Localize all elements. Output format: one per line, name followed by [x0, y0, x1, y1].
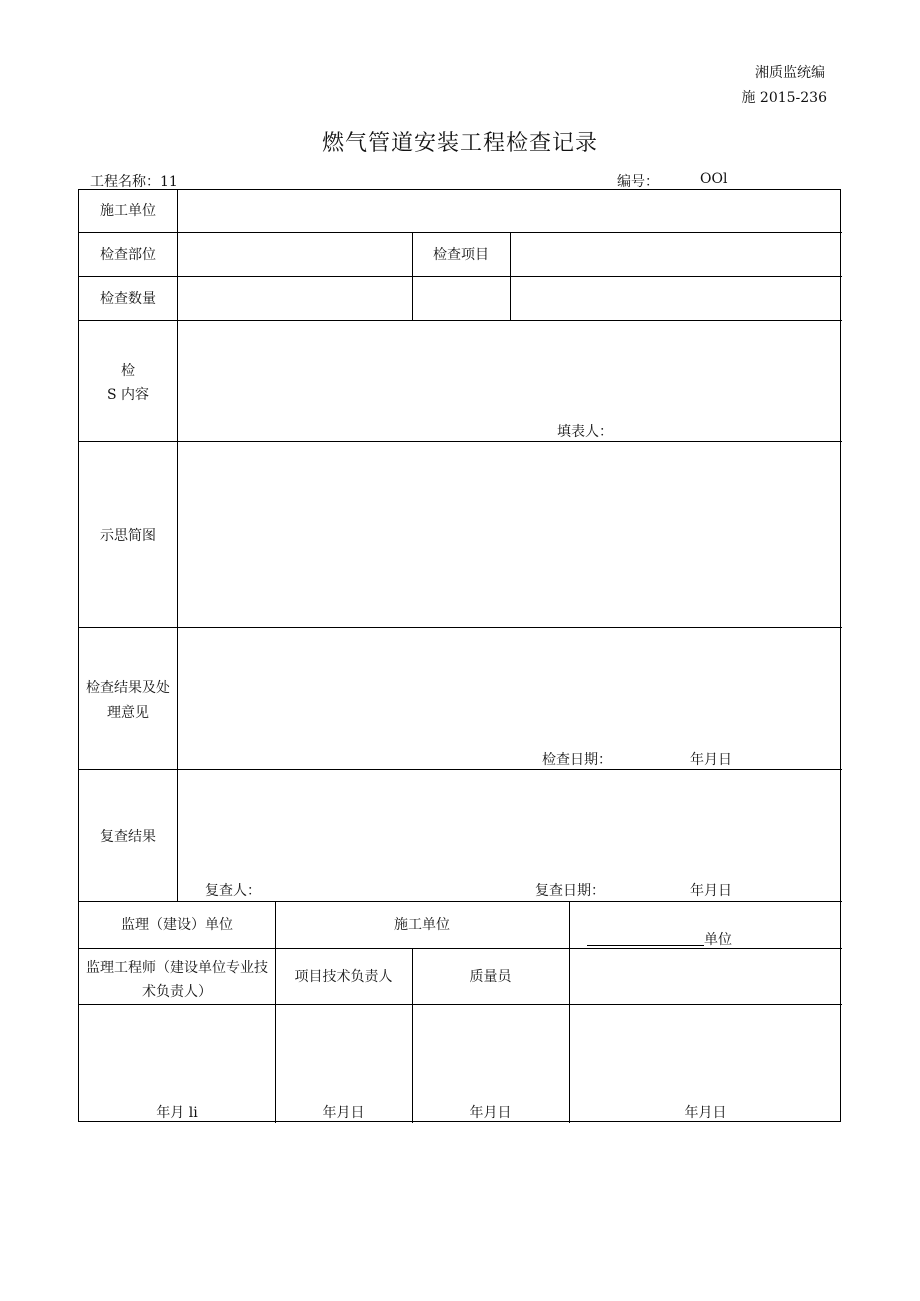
header-org: 湘质监统编	[755, 65, 825, 81]
sign-date-3: 年月日	[469, 1105, 512, 1121]
result-label-2: 理意见	[107, 705, 149, 721]
check-item-label: 检查项目	[433, 247, 489, 263]
col-divider	[569, 901, 570, 1123]
row-divider	[79, 1004, 842, 1005]
quality-label: 质量员	[469, 969, 512, 985]
other-unit-label: 单位	[704, 932, 732, 948]
filler-label: 填表人：	[557, 424, 613, 440]
check-date-label: 检查日期：	[542, 752, 612, 768]
construction-unit-sign-label: 施工单位	[394, 917, 450, 933]
col-divider	[177, 190, 178, 901]
tech-lead-label: 项目技术负责人	[294, 969, 393, 985]
sign-date-4: 年月日	[684, 1105, 727, 1121]
engineer-label-1: 监理工程师（建设单位专业技	[86, 960, 268, 976]
unit-blank-line	[587, 945, 704, 946]
sign-date-1: 年月 li	[156, 1105, 198, 1121]
document-title: 燃气管道安装工程检查记录	[321, 131, 598, 156]
check-quantity-label: 检查数量	[100, 291, 156, 307]
header-code: 施 2015-236	[741, 90, 827, 106]
supervision-unit-label: 监理（建设）单位	[121, 917, 233, 933]
serial-value: OOl	[700, 171, 728, 187]
row-divider	[79, 320, 842, 321]
row-divider	[79, 232, 842, 233]
row-divider	[79, 441, 842, 442]
row-divider	[79, 627, 842, 628]
sketch-label: 示思简图	[100, 528, 156, 544]
serial-label: 编号：	[617, 174, 659, 190]
construction-unit-label: 施工单位	[100, 203, 156, 219]
project-name: 工程名称：11	[90, 174, 178, 190]
check-content-label-1: 检	[121, 363, 135, 379]
row-divider	[79, 276, 842, 277]
reviewer-label: 复查人：	[205, 883, 261, 899]
check-content-label-2: S 内容	[106, 387, 150, 403]
check-date-ymd: 年月日	[690, 752, 732, 768]
check-part-label: 检查部位	[100, 247, 156, 263]
col-divider	[510, 232, 511, 320]
review-date-label: 复查日期：	[535, 883, 605, 899]
sign-date-2: 年月日	[322, 1105, 365, 1121]
engineer-label-2: 术负责人）	[142, 984, 212, 1000]
record-table	[78, 189, 841, 1122]
result-label-1: 检查结果及处	[86, 680, 170, 696]
review-date-ymd: 年月日	[690, 883, 732, 899]
review-result-label: 复查结果	[100, 829, 156, 845]
